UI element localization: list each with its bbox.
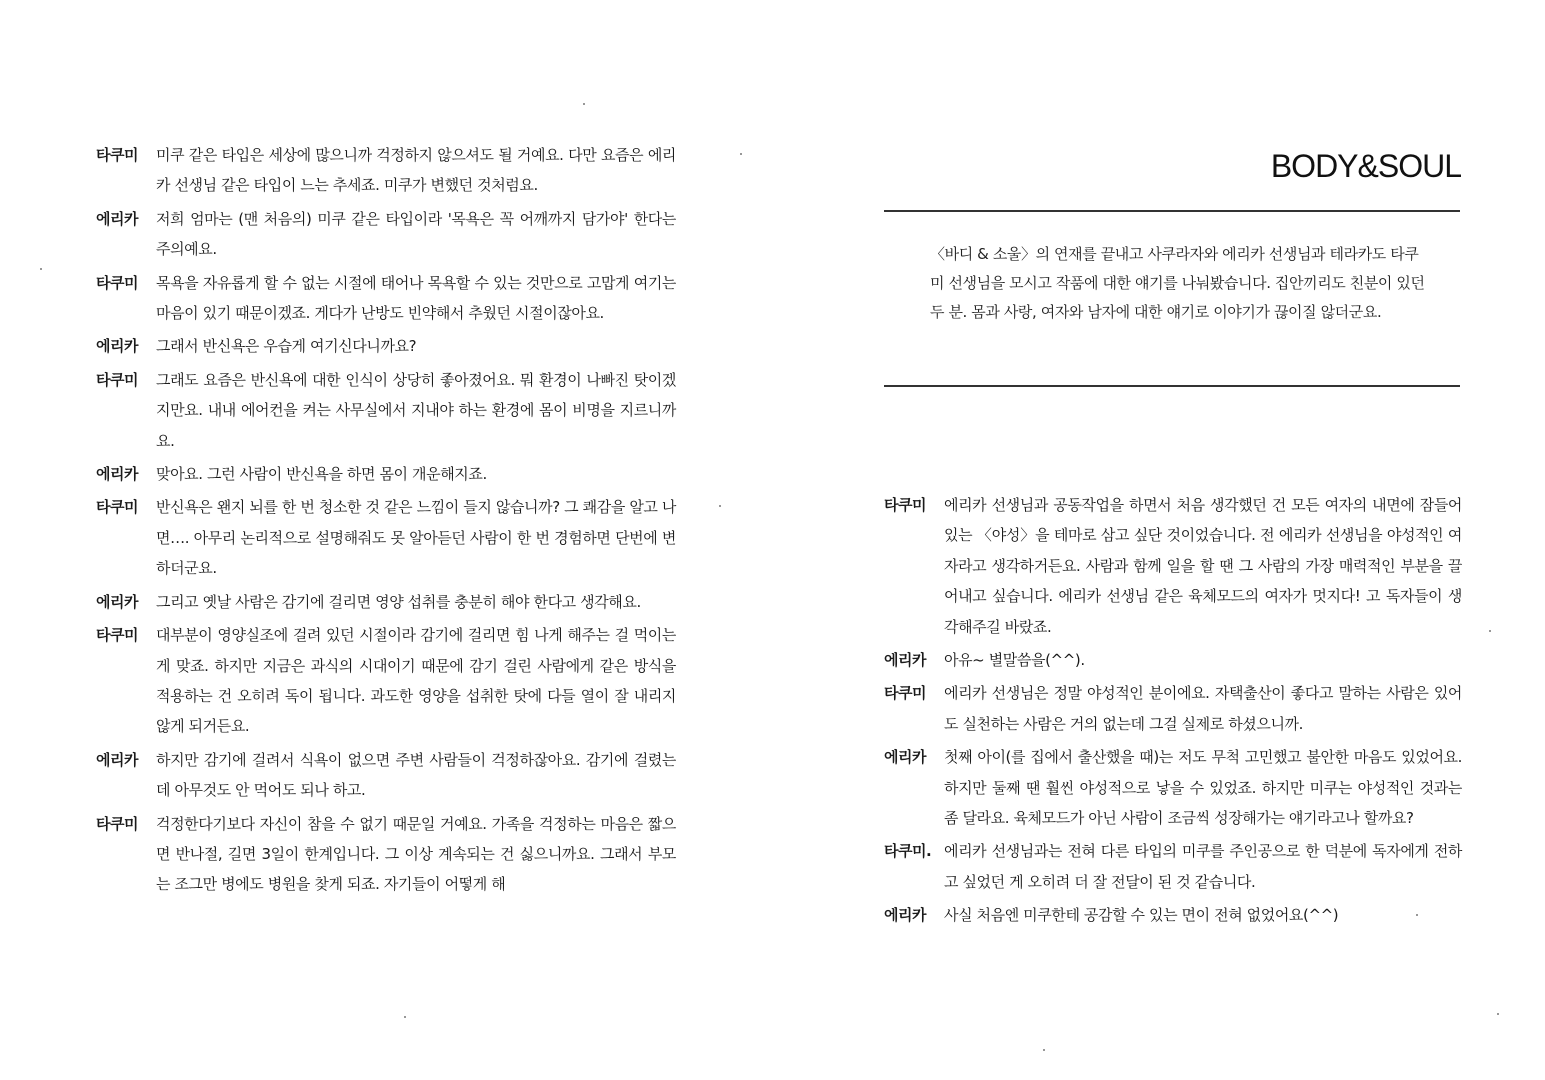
speech-text: 목욕을 자유롭게 할 수 없는 시절에 태어나 목욕할 수 있는 것만으로 고맙게 여기는 마음이 있기 때문이겠죠. 게다가 난방도 빈약해서 추웠던 시절이잖아요. [156,273,676,323]
speaker-name: 에리카 [96,209,138,228]
speech-text: 첫째 아이(를 집에서 출산했을 때)는 저도 무척 고민했고 불안한 마음도 있었어요. 하지만 둘째 땐 훨씬 야성적으로 낳을 수 있었죠. 하지만 미쿠는 야성적인 것과는 좀 달라요. 육체모드가 아닌 사람이 조금씩 성장해가는 얘기라고나 할까요? [944,748,1462,828]
right-dialogue [884,490,1462,934]
speech-text: 하지만 감기에 걸려서 식욕이 없으면 주변 사람들이 걱정하잖아요. 감기에 걸렸는데 아무것도 안 먹어도 되나 하고. [156,750,676,800]
speech-text: 반신욕은 왠지 뇌를 한 번 청소한 것 같은 느낌이 들지 않습니까? 그 쾌감을 알고 나면…. 아무리 논리적으로 설명해줘도 못 알아듣던 사람이 한 번 경험하면 단번에 변하더군요. [156,498,676,578]
speech-text: 에리카 선생님은 정말 야성적인 분이에요. 자택출산이 좋다고 말하는 사람은 있어도 실천하는 사람은 거의 없는데 그걸 실제로 하셨으니까. [944,684,1462,733]
scan-speck [404,1016,406,1018]
left-dialogue [96,140,676,903]
speech-text: 그래서 반신욕은 우습게 여기신다니까요? [156,337,417,356]
speech-text: 에리카 선생님과 공동작업을 하면서 처음 생각했던 건 모든 여자의 내면에 잠들어 있는 〈야성〉을 테마로 삼고 싶단 것이었습니다. 전 에리카 선생님을 야성적인 여자라고 생각하거든요. 사람과 함께 일을 할 땐 그 사람의 가장 매력적인 부분을 끌어내고 싶습니다. 에리카 선생님 같은 육체모드의 여자가 멋지다! 고 독자들이 생각해주길 바랐죠. [944,496,1462,636]
scan-speck [40,268,42,270]
speaker-name: 타쿠미 [96,814,138,833]
dialogue-entry [884,678,1462,739]
intro-bottom-rule [884,385,1460,387]
dialogue-entry [96,745,676,806]
speaker-name: 타쿠미. [884,842,932,861]
dialogue-entry [96,204,676,265]
speech-text: 에리카 선생님과는 전혀 다른 타입의 미쿠를 주인공으로 한 덕분에 독자에게 전하고 싶었던 게 오히려 더 잘 전달이 된 것 같습니다. [944,842,1462,891]
speaker-name: 타쿠미 [96,273,138,292]
speaker-name: 에리카 [96,465,138,484]
speech-text: 아유~ 별말씀을(^^). [944,651,1085,670]
speaker-name: 타쿠미 [96,146,138,164]
dialogue-entry [96,365,676,456]
speaker-name: 에리카 [884,748,926,767]
speech-text: 미쿠 같은 타입은 세상에 많으니까 걱정하지 않으셔도 될 거예요. 다만 요즘은 에리카 선생님 같은 타입이 느는 추세죠. 미쿠가 변했던 것처럼요. [156,146,676,195]
dialogue-entry [96,331,676,361]
dialogue-entry [96,140,676,201]
speaker-name: 에리카 [96,337,138,356]
speaker-name: 에리카 [96,592,138,611]
speaker-name: 에리카 [96,750,138,769]
page-title: BODY&SOUL [1270,148,1461,184]
speech-text: 사실 처음엔 미쿠한테 공감할 수 있는 면이 전혀 없었어요(^^) [944,906,1339,925]
scan-speck [1416,914,1418,916]
speech-text: 대부분이 영양실조에 걸려 있던 시절이라 감기에 걸리면 힘 나게 해주는 걸 먹이는 게 맞죠. 하지만 지금은 과식의 시대이기 때문에 감기 걸린 사람에게 같은 방식을 적용하는 건 오히려 독이 됩니다. 과도한 영양을 섭취한 탓에 다들 열이 잘 내리지 않게 되거든요. [156,626,676,736]
left-page [0,0,772,1080]
speaker-name: 타쿠미 [96,498,138,517]
dialogue-entry [884,836,1462,897]
speech-text: 그래도 요즘은 반신욕에 대한 인식이 상당히 좋아졌어요. 뭐 환경이 나빠진 탓이겠지만요. 내내 에어컨을 켜는 사무실에서 지내야 하는 환경에 몸이 비명을 지르니까요. [156,370,676,450]
dialogue-entry [96,587,676,617]
scan-speck [719,505,721,507]
dialogue-entry [96,492,676,583]
scan-speck [1497,1013,1499,1015]
dialogue-entry [884,742,1462,833]
scan-speck [740,153,742,155]
speaker-name: 타쿠미 [96,370,138,389]
speech-text: 걱정한다기보다 자신이 참을 수 없기 때문일 거예요. 가족을 걱정하는 마음은 짧으면 반나절, 길면 3일이 한계입니다. 그 이상 계속되는 건 싫으니까요. 그래서 부모는 조그만 병에도 병원을 찾게 되죠. 자기들이 어떻게 해 [156,814,676,894]
speaker-name: 타쿠미 [96,626,138,645]
speaker-name: 타쿠미 [884,684,926,703]
dialogue-entry [96,268,676,329]
scan-speck [1489,630,1491,632]
speech-text: 맞아요. 그런 사람이 반신욕을 하면 몸이 개운해지죠. [156,465,487,484]
speaker-name: 타쿠미 [884,496,926,514]
speaker-name: 에리카 [884,651,926,670]
dialogue-entry [884,490,1462,642]
speaker-name: 에리카 [884,906,926,925]
speech-text: 저희 엄마는 (맨 처음의) 미쿠 같은 타입이라 '목욕은 꼭 어깨까지 담가야' 한다는 주의예요. [156,209,676,259]
intro-top-rule [884,210,1460,212]
scan-speck [1043,1049,1045,1051]
speech-text: 그리고 옛날 사람은 감기에 걸리면 영양 섭취를 충분히 해야 한다고 생각해요. [156,592,641,611]
intro-paragraph: 〈바디 & 소울〉의 연재를 끝내고 사쿠라자와 에리카 선생님과 테라카도 타쿠미 선생님을 모시고 작품에 대한 얘기를 나눠봤습니다. 집안끼리도 친분이 있던 두 분. 몸과 사랑, 여자와 남자에 대한 얘기로 이야기가 끊이질 않더군요. [930,245,1425,321]
dialogue-entry [96,459,676,489]
dialogue-entry [96,809,676,900]
scan-speck [583,103,585,105]
dialogue-entry [884,900,1462,930]
dialogue-entry [96,620,676,742]
dialogue-entry [884,645,1462,675]
right-page [772,0,1545,1080]
